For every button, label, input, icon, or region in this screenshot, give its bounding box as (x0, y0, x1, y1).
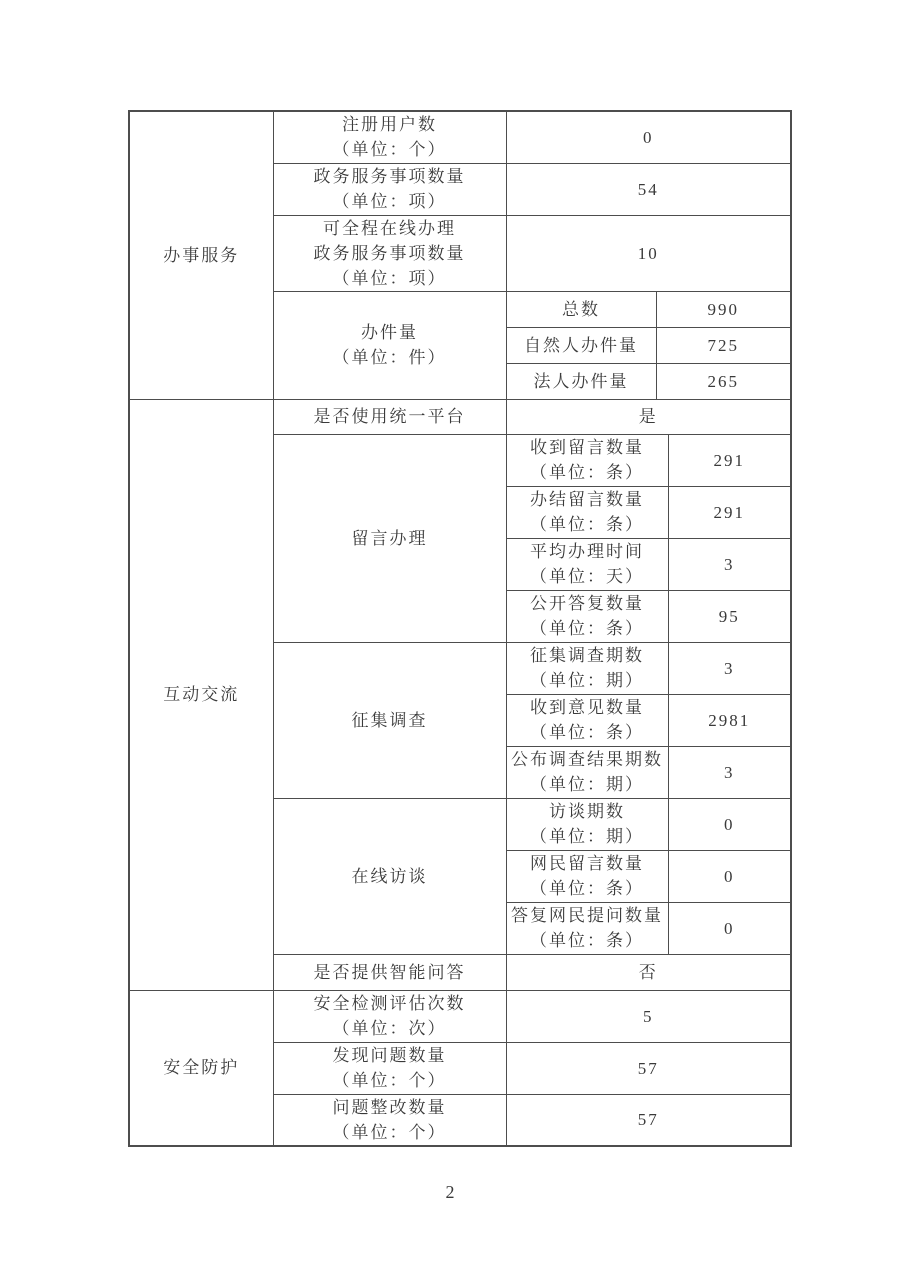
item-label-cell: 是否使用统一平台 (273, 399, 506, 434)
label-line: 答复网民提问数量 (511, 906, 663, 925)
label-line: 办件量 (361, 323, 418, 342)
sub-label-cell (506, 486, 668, 538)
label-line: （单位：期） (530, 671, 644, 690)
sub-value-cell: 0 (668, 850, 791, 902)
sub-value-cell: 291 (668, 434, 791, 486)
label-line: 征集调查期数 (530, 646, 644, 665)
label-line: （单位：条） (530, 879, 644, 898)
sub-label-cell (506, 902, 668, 954)
group-label-cell (273, 291, 506, 399)
label-line: （单位：期） (530, 827, 644, 846)
sub-label-cell (506, 434, 668, 486)
label-line: （单位：项） (332, 192, 447, 211)
table-row (129, 990, 791, 1042)
label-line: （单位：条） (530, 931, 644, 950)
label-line: 公开答复数量 (530, 594, 644, 613)
table-row (129, 111, 791, 163)
sub-value-cell: 3 (668, 538, 791, 590)
item-value-cell: 10 (506, 215, 791, 291)
item-label-cell (273, 163, 506, 215)
label-line: 访谈期数 (549, 802, 625, 821)
category-cell: 办事服务 (129, 111, 273, 399)
item-value-cell: 否 (506, 954, 791, 990)
label-line: （单位：个） (332, 1071, 447, 1090)
label-line: 注册用户数 (342, 115, 437, 135)
label-line: （单位：条） (530, 515, 644, 534)
label-line: 收到意见数量 (530, 698, 644, 717)
item-label-cell (273, 1042, 506, 1094)
sub-label-cell (506, 694, 668, 746)
sub-value-cell: 265 (656, 363, 791, 399)
label-line: 办结留言数量 (530, 490, 644, 509)
label-line: 问题整改数量 (332, 1097, 447, 1117)
label-line: （单位：项） (332, 268, 447, 288)
sub-label-cell (506, 642, 668, 694)
page-number: 2 (445, 1182, 455, 1202)
label-line: （单位：条） (530, 619, 644, 638)
sub-label-cell (506, 746, 668, 798)
sub-value-cell: 3 (668, 746, 791, 798)
item-value-cell: 0 (506, 111, 791, 163)
label-line: 政务服务事项数量 (313, 243, 466, 263)
label-line: （单位：条） (530, 723, 644, 742)
label-line: 公布调查结果期数 (511, 750, 663, 769)
item-value-cell: 57 (506, 1042, 791, 1094)
label-line: 平均办理时间 (530, 542, 644, 561)
table-row (129, 399, 791, 434)
label-line: （单位：次） (332, 1019, 447, 1038)
group-label-cell: 留言办理 (273, 434, 506, 642)
item-value-cell: 是 (506, 399, 791, 434)
label-line: （单位：天） (530, 567, 644, 586)
sub-label-cell (506, 538, 668, 590)
label-line: （单位：件） (332, 348, 447, 367)
sub-label-cell: 自然人办件量 (506, 327, 656, 363)
item-label-cell: 是否提供智能问答 (273, 954, 506, 990)
label-line: 安全检测评估次数 (313, 994, 466, 1013)
category-cell: 安全防护 (129, 990, 273, 1146)
sub-label-cell: 法人办件量 (506, 363, 656, 399)
item-value-cell: 54 (506, 163, 791, 215)
item-label-cell (273, 1094, 506, 1146)
item-label-cell (273, 215, 506, 291)
sub-value-cell: 3 (668, 642, 791, 694)
category-cell: 互动交流 (129, 399, 273, 990)
sub-label-cell (506, 798, 668, 850)
sub-value-cell: 725 (656, 327, 791, 363)
sub-label-cell (506, 850, 668, 902)
label-line: 可全程在线办理 (323, 218, 456, 238)
label-line: （单位：个） (332, 140, 447, 160)
group-label-cell: 在线访谈 (273, 798, 506, 954)
sub-value-cell: 990 (656, 291, 791, 327)
sub-label-cell (506, 590, 668, 642)
label-line: 发现问题数量 (332, 1046, 447, 1065)
item-label-cell (273, 990, 506, 1042)
label-line: （单位：期） (530, 775, 644, 794)
label-line: 收到留言数量 (530, 438, 644, 457)
sub-value-cell: 2981 (668, 694, 791, 746)
label-line: 网民留言数量 (530, 854, 644, 873)
label-line: （单位：个） (332, 1122, 447, 1142)
item-value-cell: 57 (506, 1094, 791, 1146)
report-table (128, 110, 792, 1147)
item-label-cell (273, 111, 506, 163)
group-label-cell: 征集调查 (273, 642, 506, 798)
label-line: （单位：条） (530, 463, 644, 482)
sub-value-cell: 0 (668, 798, 791, 850)
item-value-cell: 5 (506, 990, 791, 1042)
label-line: 政务服务事项数量 (313, 167, 466, 186)
sub-label-cell: 总数 (506, 291, 656, 327)
sub-value-cell: 95 (668, 590, 791, 642)
sub-value-cell: 291 (668, 486, 791, 538)
sub-value-cell: 0 (668, 902, 791, 954)
